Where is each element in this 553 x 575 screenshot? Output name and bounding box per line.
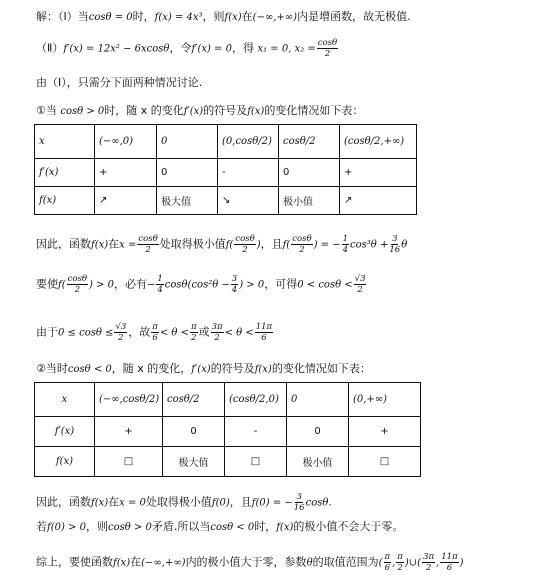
text: 在 — [130, 555, 142, 569]
table-cell: ↗ — [95, 187, 157, 215]
math: f( — [225, 239, 234, 251]
table-cell: 0 — [157, 159, 218, 187]
fraction — [114, 322, 127, 343]
text: 因此，函数 — [36, 495, 91, 509]
table-cell: (cosθ/2,0) — [225, 383, 287, 417]
text: ，令 — [169, 41, 192, 55]
text: ，且 — [229, 495, 252, 509]
math: f′(x) — [183, 106, 204, 117]
numerator: 3π — [423, 552, 435, 562]
math: cosθ < 0 — [67, 364, 112, 375]
denominator: 4 — [231, 285, 238, 295]
part1-line — [36, 10, 411, 25]
table-cell: 0 — [163, 417, 225, 447]
fraction — [342, 234, 349, 255]
table-cell: 0 — [287, 383, 349, 417]
text: 内是增函数，故无极值. — [297, 10, 411, 23]
case1-line3 — [36, 322, 274, 343]
fraction — [440, 552, 458, 573]
case2-line2 — [36, 520, 403, 535]
denominator: 2 — [242, 245, 248, 255]
math: f( — [282, 239, 291, 251]
text: 要使 — [36, 277, 58, 291]
text: （Ⅱ） — [36, 41, 64, 55]
numerator: cosθ — [235, 234, 255, 244]
math: cos³θ + — [350, 239, 389, 251]
math: f(x) — [91, 497, 109, 509]
math: − — [146, 279, 156, 291]
table-row — [35, 417, 421, 447]
table-cell: - — [218, 159, 279, 187]
text: 矛盾.所以当 — [151, 520, 211, 533]
math: f(x) = 4x³ — [154, 12, 203, 23]
table-cell: f′(x) — [35, 159, 95, 187]
denominator: 2 — [118, 333, 124, 343]
text: 由（Ⅰ），只需分下面两种情况讨论. — [36, 76, 203, 89]
table-case1 — [34, 124, 417, 215]
math: f′(x) — [191, 364, 211, 375]
table-cell: (cosθ/2,+∞) — [340, 125, 417, 159]
numerator: cosθ — [292, 234, 312, 244]
numerator: 1 — [157, 274, 163, 284]
math: f(0) = − — [251, 497, 293, 509]
table-cell: □ — [225, 447, 287, 477]
denominator: 2 — [191, 333, 197, 343]
math: f′(x) = 12x² − 6xcosθ — [63, 43, 170, 55]
text: 的极小值不会大于零。 — [293, 520, 404, 533]
table-row — [35, 383, 421, 417]
math: cosθ > 0 — [107, 522, 152, 533]
math: f(0) > 0 — [47, 522, 86, 533]
table-cell: - — [225, 417, 287, 447]
numerator: cosθ — [138, 234, 158, 244]
text: ，得 — [231, 41, 254, 55]
text: 的符号及 — [210, 362, 255, 375]
denominator: 4 — [342, 245, 349, 255]
numerator: cosθ — [67, 274, 87, 284]
numerator: 3 — [392, 234, 398, 244]
text: 在 — [241, 10, 253, 23]
denominator: 2 — [425, 563, 432, 573]
math: f(x) — [113, 557, 131, 569]
text: ②当时 — [36, 362, 68, 375]
numerator: √3 — [354, 274, 366, 284]
part2-line — [36, 38, 339, 59]
fraction — [354, 274, 367, 295]
table-cell: 极大值 — [157, 187, 218, 215]
part3-line — [36, 76, 202, 90]
numerator: 11π — [441, 552, 458, 562]
numerator: 3 — [231, 274, 238, 284]
numerator: π — [384, 552, 391, 562]
table-cell: 极小值 — [279, 187, 340, 215]
numerator: cosθ — [317, 38, 338, 48]
fraction — [422, 552, 435, 573]
numerator: 11π — [255, 322, 273, 332]
case2-heading — [36, 362, 371, 377]
table-cell: 极大值 — [163, 447, 225, 477]
math: f(x) — [91, 239, 109, 251]
math: x = 0 — [119, 497, 146, 509]
math: cosθ < 0 — [210, 522, 255, 533]
text: ，随 x 的变化， — [111, 362, 192, 375]
denominator: 2 — [74, 285, 80, 295]
table-cell: f(x) — [35, 187, 95, 215]
fraction — [156, 274, 163, 295]
math: f(x) — [254, 364, 272, 375]
text: 内的极小值大于零，参数 — [185, 555, 307, 569]
numerator: 3π — [211, 322, 223, 332]
math: ) > 0 — [239, 279, 265, 291]
fraction — [255, 322, 273, 343]
math: ) = − — [313, 239, 341, 251]
math: ) — [256, 239, 261, 251]
fraction — [384, 552, 392, 573]
math: , — [392, 557, 396, 569]
case1-heading — [36, 104, 363, 119]
math: x₁ = 0, x₂ = — [257, 43, 316, 55]
table-cell: f′(x) — [35, 417, 95, 447]
text: 时， — [254, 520, 277, 533]
fraction — [317, 38, 338, 59]
fraction — [231, 274, 238, 295]
text: 解：（Ⅰ）当 — [36, 10, 89, 23]
case1-line2 — [36, 274, 367, 295]
table-cell: cosθ/2 — [279, 125, 340, 159]
table-cell: + — [340, 159, 417, 187]
table-cell: □ — [349, 447, 421, 477]
fraction — [389, 234, 400, 255]
math: θ — [401, 239, 408, 251]
text: 综上，要使函数 — [36, 555, 113, 569]
math: f(0) — [211, 497, 230, 509]
final-line — [36, 552, 464, 573]
math: f( — [58, 279, 66, 291]
table-row — [35, 447, 421, 477]
text: ，且 — [260, 237, 283, 251]
numerator: √3 — [115, 322, 127, 332]
math: ( — [378, 557, 383, 569]
math: )∪( — [404, 557, 422, 569]
text: 的变化情况如下表： — [264, 104, 364, 117]
table-case2 — [34, 382, 421, 477]
text: ①当 — [36, 104, 57, 117]
math: f(x) — [276, 522, 294, 533]
math: cosθ(cos²θ − — [164, 279, 230, 291]
table-cell: (−∞,0) — [95, 125, 157, 159]
denominator: 2 — [299, 245, 305, 255]
math: cosθ = 0 — [88, 12, 133, 23]
math: 0 < cosθ < — [297, 279, 353, 291]
denominator: 4 — [157, 285, 163, 295]
math: θ — [306, 557, 313, 569]
math: 0 ≤ cosθ ≤ — [58, 327, 114, 339]
math: cosθ > 0 — [60, 106, 105, 117]
numerator: π — [397, 552, 403, 562]
denominator: 6 — [384, 563, 390, 573]
table-row — [35, 187, 417, 215]
denominator: 2 — [214, 333, 220, 343]
table-cell: ↗ — [340, 187, 417, 215]
math: ) > 0 — [88, 279, 114, 291]
numerator: π — [191, 322, 197, 332]
table-cell: + — [95, 159, 157, 187]
math: (−∞,+∞) — [141, 557, 186, 569]
text: ，可得 — [264, 277, 298, 291]
table-cell: + — [349, 417, 421, 447]
text: 处取得极小值 — [159, 237, 226, 251]
text: 或 — [198, 325, 210, 339]
table-cell: + — [95, 417, 163, 447]
math: (−∞,+∞) — [252, 12, 298, 23]
table-cell: (0,cosθ/2) — [218, 125, 279, 159]
text: 在 — [108, 495, 120, 509]
denominator: 6 — [261, 333, 267, 343]
fraction — [211, 322, 224, 343]
numerator: π — [152, 322, 158, 332]
fraction — [396, 552, 404, 573]
fraction — [291, 234, 312, 255]
text: 因此，函数 — [36, 237, 91, 251]
text: 时， — [132, 10, 155, 23]
math: < θ < — [159, 327, 189, 339]
text: 在 — [108, 237, 120, 251]
table-cell: 极小值 — [287, 447, 349, 477]
fraction — [294, 492, 305, 513]
math: f(x) — [247, 106, 265, 117]
fraction — [151, 322, 159, 343]
text: ，则 — [85, 520, 108, 533]
table-cell: f(x) — [35, 447, 95, 477]
denominator: 2 — [357, 285, 363, 295]
text: 的取值范围为 — [312, 555, 379, 569]
numerator: 1 — [342, 234, 349, 244]
numerator: 3 — [296, 492, 302, 502]
fraction — [67, 274, 88, 295]
denominator: 2 — [324, 49, 331, 59]
text: 由于 — [36, 325, 58, 339]
case2-line1 — [36, 492, 332, 513]
table-cell: □ — [95, 447, 163, 477]
math: x = — [119, 239, 137, 251]
fraction — [137, 234, 158, 255]
denominator: 6 — [152, 333, 158, 343]
denominator: 2 — [145, 245, 151, 255]
table-cell: ↘ — [218, 187, 279, 215]
text: 若 — [36, 520, 47, 533]
denominator: 16 — [389, 245, 401, 255]
table-row — [35, 159, 417, 187]
denominator: 2 — [397, 563, 403, 573]
text: ，故 — [128, 325, 151, 339]
table-cell: (0,+∞) — [349, 383, 421, 417]
math: f(x) — [224, 12, 242, 23]
fraction — [190, 322, 198, 343]
math: , — [436, 557, 440, 569]
case1-line1 — [36, 234, 407, 255]
denominator: 16 — [293, 503, 305, 513]
fraction — [234, 234, 255, 255]
table-cell: x — [35, 125, 95, 159]
table-cell: (−∞,cosθ/2) — [95, 383, 163, 417]
table-row — [35, 125, 417, 159]
table-cell: cosθ/2 — [163, 383, 225, 417]
table-cell: 0 — [287, 417, 349, 447]
table-cell: 0 — [157, 125, 218, 159]
math: cosθ. — [305, 497, 332, 509]
text: ，则 — [202, 10, 225, 23]
text: 处取得极小值 — [145, 495, 212, 509]
table-cell: x — [35, 383, 95, 417]
text: 的符号及 — [203, 104, 248, 117]
table-cell: 0 — [279, 159, 340, 187]
text: 的变化情况如下表： — [271, 362, 371, 375]
math: ) — [459, 557, 464, 569]
math: f′(x) = 0 — [191, 43, 232, 55]
math: < θ < — [224, 327, 254, 339]
text: 时，随 x 的变化 — [104, 104, 184, 117]
denominator: 6 — [446, 563, 453, 573]
text: ，必有 — [113, 277, 147, 291]
